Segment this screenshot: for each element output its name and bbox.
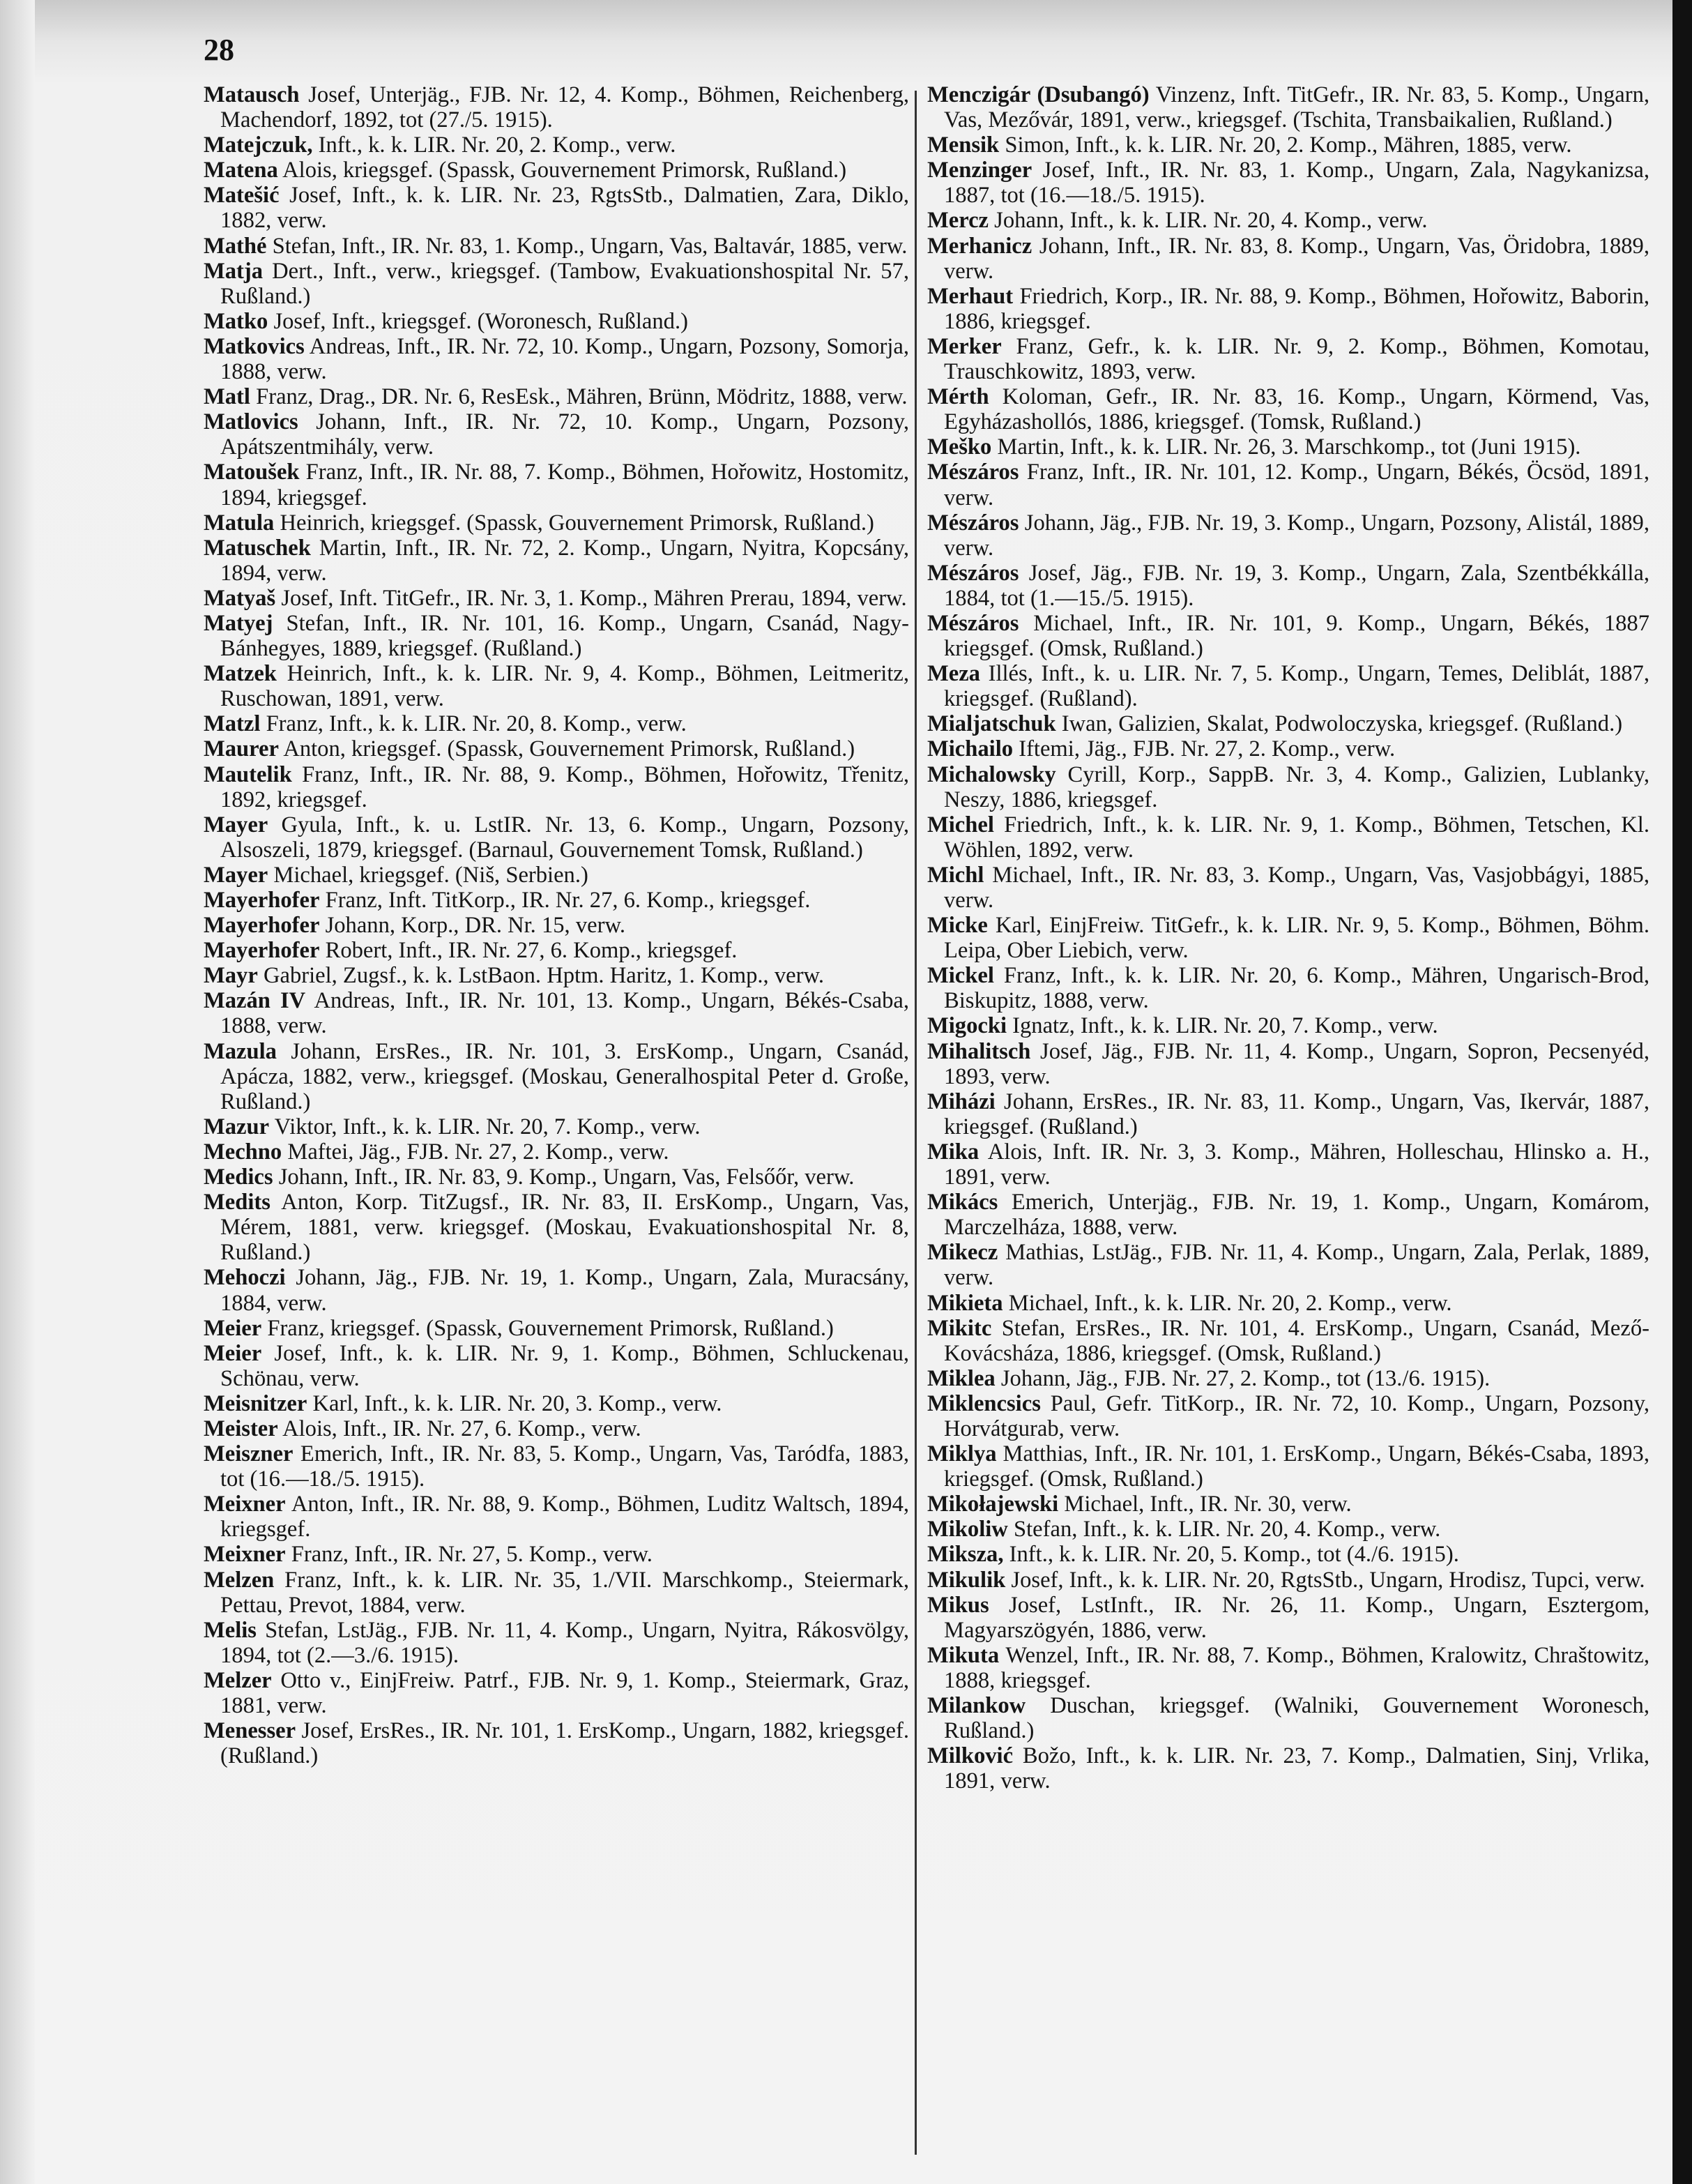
- entry-text: Anton, kriegsgef. (Spassk, Gouvernement Primorsk, Rußland.): [283, 736, 855, 762]
- entry-text: Koloman, Gefr., IR. Nr. 83, 16. Komp., Ungarn, Körmend, Vas, Egyházashollós, 1886, kriegsgef. (Tomsk, Rußland.): [944, 384, 1649, 435]
- entry-text: Andreas, Inft., IR. Nr. 101, 13. Komp., Ungarn, Békés-Csaba, 1888, verw.: [220, 988, 909, 1039]
- list-item: [204, 812, 909, 863]
- entry-name: Meisnitzer: [204, 1390, 307, 1416]
- list-item: [927, 863, 1649, 913]
- column-divider: [915, 91, 917, 2155]
- entry-text: Emerich, Unterjäg., FJB. Nr. 19, 1. Komp., Ungarn, Komárom, Marczelháza, 1888, verw.: [944, 1190, 1649, 1241]
- entry-name: Matuschek: [204, 535, 311, 561]
- entry-name: Matzl: [204, 711, 261, 737]
- list-item: [204, 309, 909, 334]
- entry-name: Michailo: [927, 736, 1014, 762]
- list-item: [204, 1416, 909, 1441]
- list-item: [927, 208, 1649, 233]
- entry-text: Franz, Gefr., k. k. LIR. Nr. 9, 2. Komp., Böhmen, Komotau, Trauschkowitz, 1893, verw.: [944, 333, 1649, 385]
- list-item: [927, 384, 1649, 434]
- entry-text: Gyula, Inft., k. u. LstIR. Nr. 13, 6. Komp., Ungarn, Pozsony, Alsoszeli, 1879, kriegsgef. (Barnaul, Gouvernement Tomsk, Rußland.): [220, 812, 909, 863]
- list-item: [927, 1013, 1649, 1038]
- entry-name: Mikoliw: [927, 1517, 1008, 1542]
- list-item: [927, 1391, 1649, 1441]
- entry-text: Johann, Korp., DR. Nr. 15, verw.: [325, 913, 625, 939]
- entry-name: Matyaš: [204, 585, 276, 611]
- entry-text: Franz, Inft. TitKorp., IR. Nr. 27, 6. Komp., kriegsgef.: [325, 888, 811, 913]
- list-item: [927, 762, 1649, 812]
- entry-name: Miksza,: [927, 1542, 1004, 1568]
- entry-name: Menesser: [204, 1718, 296, 1744]
- entry-text: Josef, Inft., k. k. LIR. Nr. 20, RgtsStb., Ungarn, Hrodisz, Tupci, verw.: [1011, 1567, 1645, 1593]
- entry-name: Merker: [927, 333, 1002, 359]
- entry-text: Franz, Inft., k. k. LIR. Nr. 20, 6. Komp., Mähren, Ungarisch-Brod, Biskupitz, 1888, verw.: [944, 963, 1649, 1014]
- entry-text: Johann, ErsRes., IR. Nr. 83, 11. Komp., Ungarn, Vas, Ikervár, 1887, kriegsgef. (Rußland.): [944, 1089, 1649, 1139]
- entry-name: Mechno: [204, 1139, 282, 1165]
- entry-name: Miklea: [927, 1365, 996, 1391]
- entry-text: Franz, kriegsgef. (Spassk, Gouvernement Primorsk, Rußland.): [267, 1315, 834, 1341]
- entry-text: Božo, Inft., k. k. LIR. Nr. 23, 7. Komp., Dalmatien, Sinj, Vrlika, 1891, verw.: [944, 1743, 1649, 1794]
- entry-name: Mercz: [927, 208, 989, 234]
- list-item: [204, 510, 909, 536]
- list-item: [927, 1316, 1649, 1366]
- list-item: [927, 661, 1649, 711]
- list-item: [204, 1568, 909, 1618]
- entry-text: Johann, Jäg., FJB. Nr. 27, 2. Komp., tot (13./6. 1915).: [1000, 1365, 1491, 1391]
- entry-text: Stefan, LstJäg., FJB. Nr. 11, 4. Komp., Ungarn, Nyitra, Rákosvölgy, 1894, tot (2.—3./6. 1915).: [220, 1617, 909, 1668]
- entry-text: Simon, Inft., k. k. LIR. Nr. 20, 2. Komp., Mähren, 1885, verw.: [1005, 132, 1572, 158]
- list-item: [204, 409, 909, 460]
- entry-text: Heinrich, Inft., k. k. LIR. Nr. 9, 4. Komp., Böhmen, Leitmeritz, Ruschowan, 1891, verw.: [220, 661, 909, 712]
- entry-name: Matula: [204, 510, 275, 536]
- entry-text: Vinzenz, Inft. TitGefr., IR. Nr. 83, 5. Komp., Ungarn, Vas, Mezővár, 1891, verw., kriegsgef. (Tschita, Transbaikalien, Rußland.): [944, 82, 1649, 133]
- entry-name: Mayerhofer: [204, 938, 320, 964]
- list-item: [204, 913, 909, 938]
- entry-text: Johann, Inft., k. k. LIR. Nr. 20, 4. Komp., verw.: [994, 208, 1428, 234]
- entry-name: Mikuta: [927, 1642, 1000, 1668]
- entry-name: Mayer: [204, 862, 268, 888]
- list-item: [204, 736, 909, 761]
- list-item: [927, 1568, 1649, 1593]
- entry-text: Viktor, Inft., k. k. LIR. Nr. 20, 7. Komp., verw.: [274, 1114, 701, 1139]
- list-item: [204, 586, 909, 611]
- entry-name: Mayer: [204, 812, 268, 837]
- entry-name: Merhaut: [927, 283, 1014, 309]
- entry-name: Mazur: [204, 1114, 270, 1139]
- list-item: [927, 334, 1649, 384]
- entry-text: Josef, Inft., kriegsgef. (Woronesch, Rußland.): [273, 308, 688, 334]
- entry-text: Josef, Inft., k. k. LIR. Nr. 9, 1. Komp., Böhmen, Schluckenau, Schönau, verw.: [220, 1340, 909, 1391]
- entry-name: Menzinger: [927, 158, 1032, 183]
- list-item: [927, 1643, 1649, 1693]
- entry-text: Stefan, Inft., k. k. LIR. Nr. 20, 4. Komp., verw.: [1014, 1517, 1441, 1542]
- entry-name: Miklya: [927, 1441, 997, 1467]
- entry-text: Josef, Jäg., FJB. Nr. 19, 3. Komp., Ungarn, Zala, Szentbékkálla, 1884, tot (1.—15./5. 1915).: [944, 560, 1649, 611]
- entry-name: Meza: [927, 661, 980, 687]
- list-item: [204, 963, 909, 988]
- entry-name: Mérth: [927, 384, 989, 410]
- entry-name: Matzek: [204, 661, 277, 687]
- entry-name: Mészáros: [927, 510, 1019, 536]
- entry-name: Mehoczi: [204, 1265, 286, 1291]
- list-item: [204, 1618, 909, 1668]
- entry-text: Josef, Inft., IR. Nr. 83, 1. Komp., Ungarn, Zala, Nagykanizsa, 1887, tot (16.—18./5. 1915).: [944, 158, 1649, 208]
- entry-name: Mautelik: [204, 761, 292, 787]
- entry-name: Matkovics: [204, 333, 305, 359]
- entry-text: Karl, Inft., k. k. LIR. Nr. 20, 3. Komp., verw.: [312, 1390, 722, 1416]
- list-item: [927, 561, 1649, 611]
- entry-name: Matyej: [204, 610, 273, 636]
- entry-text: Dert., Inft., verw., kriegsgef. (Tambow, Evakuationshospital Nr. 57, Rußland.): [220, 258, 909, 309]
- entry-name: Meier: [204, 1315, 262, 1341]
- entry-name: Medics: [204, 1165, 273, 1190]
- entry-name: Mészáros: [927, 460, 1019, 485]
- entry-text: Karl, EinjFreiw. TitGefr., k. k. LIR. Nr. 9, 5. Komp., Böhmen, Böhm. Leipa, Ober Liebich, verw.: [944, 913, 1649, 964]
- list-item: [927, 510, 1649, 561]
- entry-text: Josef, LstInft., IR. Nr. 26, 11. Komp., Ungarn, Esztergom, Magyarszögyén, 1886, verw.: [944, 1592, 1649, 1643]
- entry-name: Matena: [204, 158, 278, 183]
- entry-name: Matko: [204, 308, 268, 334]
- left-column: [204, 82, 909, 1768]
- entry-name: Michl: [927, 862, 984, 888]
- entry-name: Mikecz: [927, 1240, 998, 1266]
- list-item: [204, 1139, 909, 1165]
- entry-text: Matthias, Inft., IR. Nr. 101, 1. ErsKomp., Ungarn, Békés-Csaba, 1893, kriegsgef. (Omsk, Rußland.): [944, 1441, 1649, 1492]
- list-item: [204, 158, 909, 183]
- entry-name: Matoušek: [204, 460, 300, 485]
- entry-text: Johann, Jäg., FJB. Nr. 19, 3. Komp., Ungarn, Pozsony, Alistál, 1889, verw.: [944, 510, 1649, 561]
- list-item: [927, 284, 1649, 334]
- list-item: [927, 711, 1649, 736]
- list-item: [204, 259, 909, 309]
- entry-text: Stefan, Inft., IR. Nr. 101, 16. Komp., Ungarn, Csanád, Nagy-Bánhegyes, 1889, kriegsgef. (Rußland.): [220, 610, 909, 662]
- list-item: [927, 1693, 1649, 1743]
- list-item: [927, 1366, 1649, 1391]
- entry-text: Stefan, Inft., IR. Nr. 83, 1. Komp., Ungarn, Vas, Baltavár, 1885, verw.: [272, 233, 908, 259]
- entry-text: Josef, Inft., k. k. LIR. Nr. 23, RgtsStb., Dalmatien, Zara, Diklo, 1882, verw.: [220, 183, 909, 234]
- list-item: [204, 234, 909, 259]
- list-item: [927, 1517, 1649, 1542]
- entry-text: Stefan, ErsRes., IR. Nr. 101, 4. ErsKomp., Ungarn, Csanád, Mező-Kovácsháza, 1886, kriegsgef. (Omsk, Rußland.): [944, 1315, 1649, 1366]
- entry-text: Martin, Inft., IR. Nr. 72, 2. Komp., Ungarn, Nyitra, Kopcsány, 1894, verw.: [220, 535, 909, 586]
- entry-text: Alois, Inft. IR. Nr. 3, 3. Komp., Mähren, Holleschau, Hlinsko a. H., 1891, verw.: [944, 1139, 1649, 1190]
- entry-text: Franz, Drag., DR. Nr. 6, ResEsk., Mähren, Brünn, Mödritz, 1888, verw.: [256, 384, 908, 410]
- entry-name: Matejczuk,: [204, 132, 313, 158]
- list-item: [204, 1668, 909, 1718]
- list-item: [204, 1341, 909, 1391]
- entry-name: Mikulik: [927, 1567, 1006, 1593]
- entry-text: Ignatz, Inft., k. k. LIR. Nr. 20, 7. Komp., verw.: [1012, 1013, 1438, 1039]
- entry-name: Migocki: [927, 1013, 1007, 1039]
- entry-name: Mazula: [204, 1038, 277, 1064]
- entry-text: Robert, Inft., IR. Nr. 27, 6. Komp., kriegsgef.: [325, 938, 738, 964]
- entry-text: Paul, Gefr. TitKorp., IR. Nr. 72, 10. Komp., Ungarn, Pozsony, Horvátgurab, verw.: [944, 1390, 1649, 1441]
- entry-text: Alois, Inft., IR. Nr. 27, 6. Komp., verw.: [282, 1416, 641, 1441]
- entry-text: Michael, Inft., IR. Nr. 83, 3. Komp., Ungarn, Vas, Vasjobbágyi, 1885, verw.: [944, 862, 1649, 913]
- list-item: [927, 1089, 1649, 1139]
- entry-text: Gabriel, Zugsf., k. k. LstBaon. Hptm. Haritz, 1. Komp., verw.: [263, 963, 825, 989]
- entry-text: Josef, Unterjäg., FJB. Nr. 12, 4. Komp., Böhmen, Reichenberg, Machendorf, 1892, tot (27./5. 1915).: [220, 82, 909, 133]
- list-item: [204, 1190, 909, 1265]
- entry-name: Mathé: [204, 233, 267, 259]
- list-item: [927, 1542, 1649, 1567]
- list-item: [927, 1291, 1649, 1316]
- list-item: [927, 158, 1649, 208]
- entry-name: Mihalitsch: [927, 1038, 1031, 1064]
- entry-text: Martin, Inft., k. k. LIR. Nr. 26, 3. Marschkomp., tot (Juni 1915).: [997, 434, 1581, 460]
- list-item: [204, 1492, 909, 1542]
- list-item: [927, 736, 1649, 761]
- list-item: [927, 132, 1649, 158]
- entry-text: Wenzel, Inft., IR. Nr. 88, 7. Komp., Böhmen, Kralowitz, Chraštowitz, 1888, kriegsgef.: [944, 1642, 1649, 1693]
- list-item: [927, 963, 1649, 1013]
- entry-name: Mikus: [927, 1592, 989, 1618]
- entry-text: Inft., k. k. LIR. Nr. 20, 2. Komp., verw.: [318, 132, 676, 158]
- entry-text: Michael, Inft., k. k. LIR. Nr. 20, 2. Komp., verw.: [1008, 1290, 1452, 1316]
- entry-text: Franz, Inft., IR. Nr. 101, 12. Komp., Ungarn, Békés, Öcsöd, 1891, verw.: [944, 460, 1649, 510]
- entry-name: Menczigár (Dsubangó): [927, 82, 1150, 107]
- list-item: [927, 1039, 1649, 1089]
- list-item: [927, 1441, 1649, 1492]
- list-item: [204, 888, 909, 913]
- entry-name: Mazán IV: [204, 988, 306, 1014]
- list-item: [204, 536, 909, 586]
- list-item: [927, 1593, 1649, 1643]
- entry-text: Michael, kriegsgef. (Niš, Serbien.): [273, 862, 588, 888]
- entry-text: Otto v., EinjFreiw. Patrf., FJB. Nr. 9, 1. Komp., Steiermark, Graz, 1881, verw.: [220, 1667, 909, 1718]
- list-item: [204, 1165, 909, 1190]
- entry-text: Heinrich, kriegsgef. (Spassk, Gouvernement Primorsk, Rußland.): [280, 510, 874, 536]
- entry-text: Friedrich, Inft., k. k. LIR. Nr. 9, 1. Komp., Böhmen, Tetschen, Kl. Wöhlen, 1892, verw.: [944, 812, 1650, 863]
- entry-text: Franz, Inft., k. k. LIR. Nr. 20, 8. Komp., verw.: [266, 711, 687, 737]
- list-item: [204, 1265, 909, 1315]
- list-item: [927, 1139, 1649, 1190]
- entry-name: Maurer: [204, 736, 279, 762]
- entry-name: Miklencsics: [927, 1390, 1041, 1416]
- list-item: [927, 1240, 1649, 1290]
- list-item: [204, 334, 909, 384]
- entry-name: Meier: [204, 1340, 262, 1366]
- entry-name: Meiszner: [204, 1441, 294, 1467]
- entry-text: Johann, Inft., IR. Nr. 83, 9. Komp., Ungarn, Vas, Felsőőr, verw.: [278, 1165, 855, 1190]
- entry-name: Michel: [927, 812, 994, 837]
- list-item: [927, 1743, 1649, 1794]
- entry-text: Josef, Jäg., FJB. Nr. 11, 4. Komp., Ungarn, Sopron, Pecsenyéd, 1893, verw.: [944, 1038, 1649, 1089]
- list-item: [927, 234, 1649, 284]
- entry-name: Matešić: [204, 183, 280, 208]
- entry-text: Cyrill, Korp., SappB. Nr. 3, 4. Komp., Galizien, Lublanky, Neszy, 1886, kriegsgef.: [944, 761, 1649, 812]
- entry-name: Mika: [927, 1139, 980, 1165]
- entry-name: Meixner: [204, 1492, 286, 1517]
- entry-name: Melzen: [204, 1567, 275, 1593]
- entry-name: Mészáros: [927, 610, 1019, 636]
- list-item: [204, 1316, 909, 1341]
- entry-text: Iftemi, Jäg., FJB. Nr. 27, 2. Komp., verw.: [1019, 736, 1396, 762]
- entry-text: Johann, Inft., IR. Nr. 83, 8. Komp., Ungarn, Vas, Öridobra, 1889, verw.: [944, 233, 1649, 284]
- entry-text: Michael, Inft., IR. Nr. 101, 9. Komp., Ungarn, Békés, 1887 kriegsgef. (Omsk, Rußland.): [944, 610, 1649, 662]
- list-item: [204, 661, 909, 711]
- entry-text: Franz, Inft., IR. Nr. 27, 5. Komp., verw.: [291, 1542, 653, 1568]
- entry-text: Duschan, kriegsgef. (Walniki, Gouvernement Woronesch, Rußland.): [944, 1693, 1649, 1744]
- entry-text: Andreas, Inft., IR. Nr. 72, 10. Komp., Ungarn, Pozsony, Somorja, 1888, verw.: [220, 333, 909, 385]
- entry-text: Johann, ErsRes., IR. Nr. 101, 3. ErsKomp., Ungarn, Csanád, Apácza, 1882, verw., kriegsgef. (Moskau, Generalhospital Peter d. Große, Rußland.): [220, 1038, 909, 1114]
- entry-name: Medits: [204, 1190, 270, 1215]
- entry-text: Iwan, Galizien, Skalat, Podwoloczyska, kriegsgef. (Rußland.): [1061, 711, 1623, 737]
- entry-text: Franz, Inft., IR. Nr. 88, 9. Komp., Böhmen, Hořowitz, Třenitz, 1892, kriegsgef.: [220, 761, 909, 812]
- entry-text: Johann, Inft., IR. Nr. 72, 10. Komp., Ungarn, Pozsony, Apátszentmihály, verw.: [220, 409, 909, 460]
- entry-name: Melis: [204, 1617, 257, 1643]
- entry-text: Inft., k. k. LIR. Nr. 20, 5. Komp., tot (4./6. 1915).: [1009, 1542, 1459, 1568]
- entry-text: Emerich, Inft., IR. Nr. 83, 5. Komp., Ungarn, Vas, Taródfa, 1883, tot (16.—18./5. 1915).: [220, 1441, 909, 1492]
- entry-text: Illés, Inft., k. u. LIR. Nr. 7, 5. Komp., Ungarn, Temes, Deliblát, 1887, kriegsgef. (Rußland).: [944, 661, 1649, 712]
- list-item: [204, 762, 909, 812]
- entry-text: Anton, Inft., IR. Nr. 88, 9. Komp., Böhmen, Luditz Waltsch, 1894, kriegsgef.: [220, 1492, 909, 1542]
- entry-name: Meister: [204, 1416, 278, 1441]
- list-item: [204, 1718, 909, 1768]
- entry-name: Matausch: [204, 82, 300, 107]
- entry-name: Micke: [927, 913, 988, 939]
- list-item: [204, 82, 909, 132]
- list-item: [927, 611, 1649, 661]
- list-item: [927, 812, 1649, 863]
- list-item: [927, 913, 1649, 963]
- entry-name: Milankow: [927, 1693, 1026, 1718]
- entry-name: Milković: [927, 1743, 1014, 1769]
- entry-name: Mayerhofer: [204, 913, 320, 939]
- entry-name: Matlovics: [204, 409, 298, 435]
- entry-text: Michael, Inft., IR. Nr. 30, verw.: [1064, 1492, 1352, 1517]
- entry-text: Maftei, Jäg., FJB. Nr. 27, 2. Komp., verw.: [287, 1139, 669, 1165]
- entry-text: Franz, Inft., k. k. LIR. Nr. 35, 1./VII. Marschkomp., Steiermark, Pettau, Prevot, 1884, verw.: [220, 1567, 909, 1618]
- entry-name: Mikołajewski: [927, 1492, 1059, 1517]
- entry-name: Melzer: [204, 1667, 272, 1693]
- list-item: [927, 1190, 1649, 1240]
- list-item: [204, 611, 909, 661]
- list-item: [927, 1492, 1649, 1517]
- list-item: [204, 938, 909, 963]
- entry-name: Matja: [204, 258, 264, 284]
- list-item: [204, 863, 909, 888]
- entry-name: Mészáros: [927, 560, 1019, 586]
- list-item: [204, 988, 909, 1038]
- list-item: [204, 1114, 909, 1139]
- page-number: 28: [204, 33, 234, 67]
- list-item: [204, 1542, 909, 1567]
- entry-name: Mikitc: [927, 1315, 992, 1341]
- entry-text: Alois, kriegsgef. (Spassk, Gouvernement Primorsk, Rußland.): [282, 158, 847, 183]
- list-item: [204, 1441, 909, 1492]
- entry-name: Miházi: [927, 1089, 996, 1114]
- entry-name: Matl: [204, 384, 250, 410]
- list-item: [204, 1039, 909, 1114]
- entry-name: Mayerhofer: [204, 888, 320, 913]
- entry-text: Mathias, LstJäg., FJB. Nr. 11, 4. Komp., Ungarn, Zala, Perlak, 1889, verw.: [944, 1240, 1649, 1291]
- entry-name: Meško: [927, 434, 992, 460]
- entry-name: Mickel: [927, 963, 994, 989]
- entry-name: Mikács: [927, 1190, 998, 1215]
- list-item: [204, 384, 909, 409]
- right-column: [927, 82, 1649, 1794]
- entry-text: Friedrich, Korp., IR. Nr. 88, 9. Komp., Böhmen, Hořowitz, Baborin, 1886, kriegsgef.: [944, 283, 1649, 334]
- entry-text: Anton, Korp. TitZugsf., IR. Nr. 83, II. ErsKomp., Ungarn, Vas, Mérem, 1881, verw. kriegsgef. (Moskau, Evakuationshospital Nr. 8, Rußland.): [220, 1190, 909, 1266]
- entry-name: Mensik: [927, 132, 1000, 158]
- entry-text: Josef, Inft. TitGefr., IR. Nr. 3, 1. Komp., Mähren Prerau, 1894, verw.: [281, 585, 907, 611]
- entry-name: Mikieta: [927, 1290, 1003, 1316]
- list-item: [204, 183, 909, 233]
- entry-text: Johann, Jäg., FJB. Nr. 19, 1. Komp., Ungarn, Zala, Muracsány, 1884, verw.: [220, 1265, 909, 1316]
- entry-text: Franz, Inft., IR. Nr. 88, 7. Komp., Böhmen, Hořowitz, Hostomitz, 1894, kriegsgef.: [220, 460, 909, 510]
- list-item: [927, 460, 1649, 510]
- list-item: [204, 132, 909, 158]
- list-item: [204, 460, 909, 510]
- entry-name: Michalowsky: [927, 761, 1056, 787]
- entry-name: Mayr: [204, 963, 258, 989]
- entry-text: Josef, ErsRes., IR. Nr. 101, 1. ErsKomp., Ungarn, 1882, kriegsgef. (Rußland.): [220, 1718, 909, 1769]
- entry-name: Meixner: [204, 1542, 286, 1568]
- list-item: [927, 82, 1649, 132]
- entry-name: Merhanicz: [927, 233, 1032, 259]
- entry-name: Mialjatschuk: [927, 711, 1056, 737]
- list-item: [204, 711, 909, 736]
- list-item: [927, 434, 1649, 460]
- list-item: [204, 1391, 909, 1416]
